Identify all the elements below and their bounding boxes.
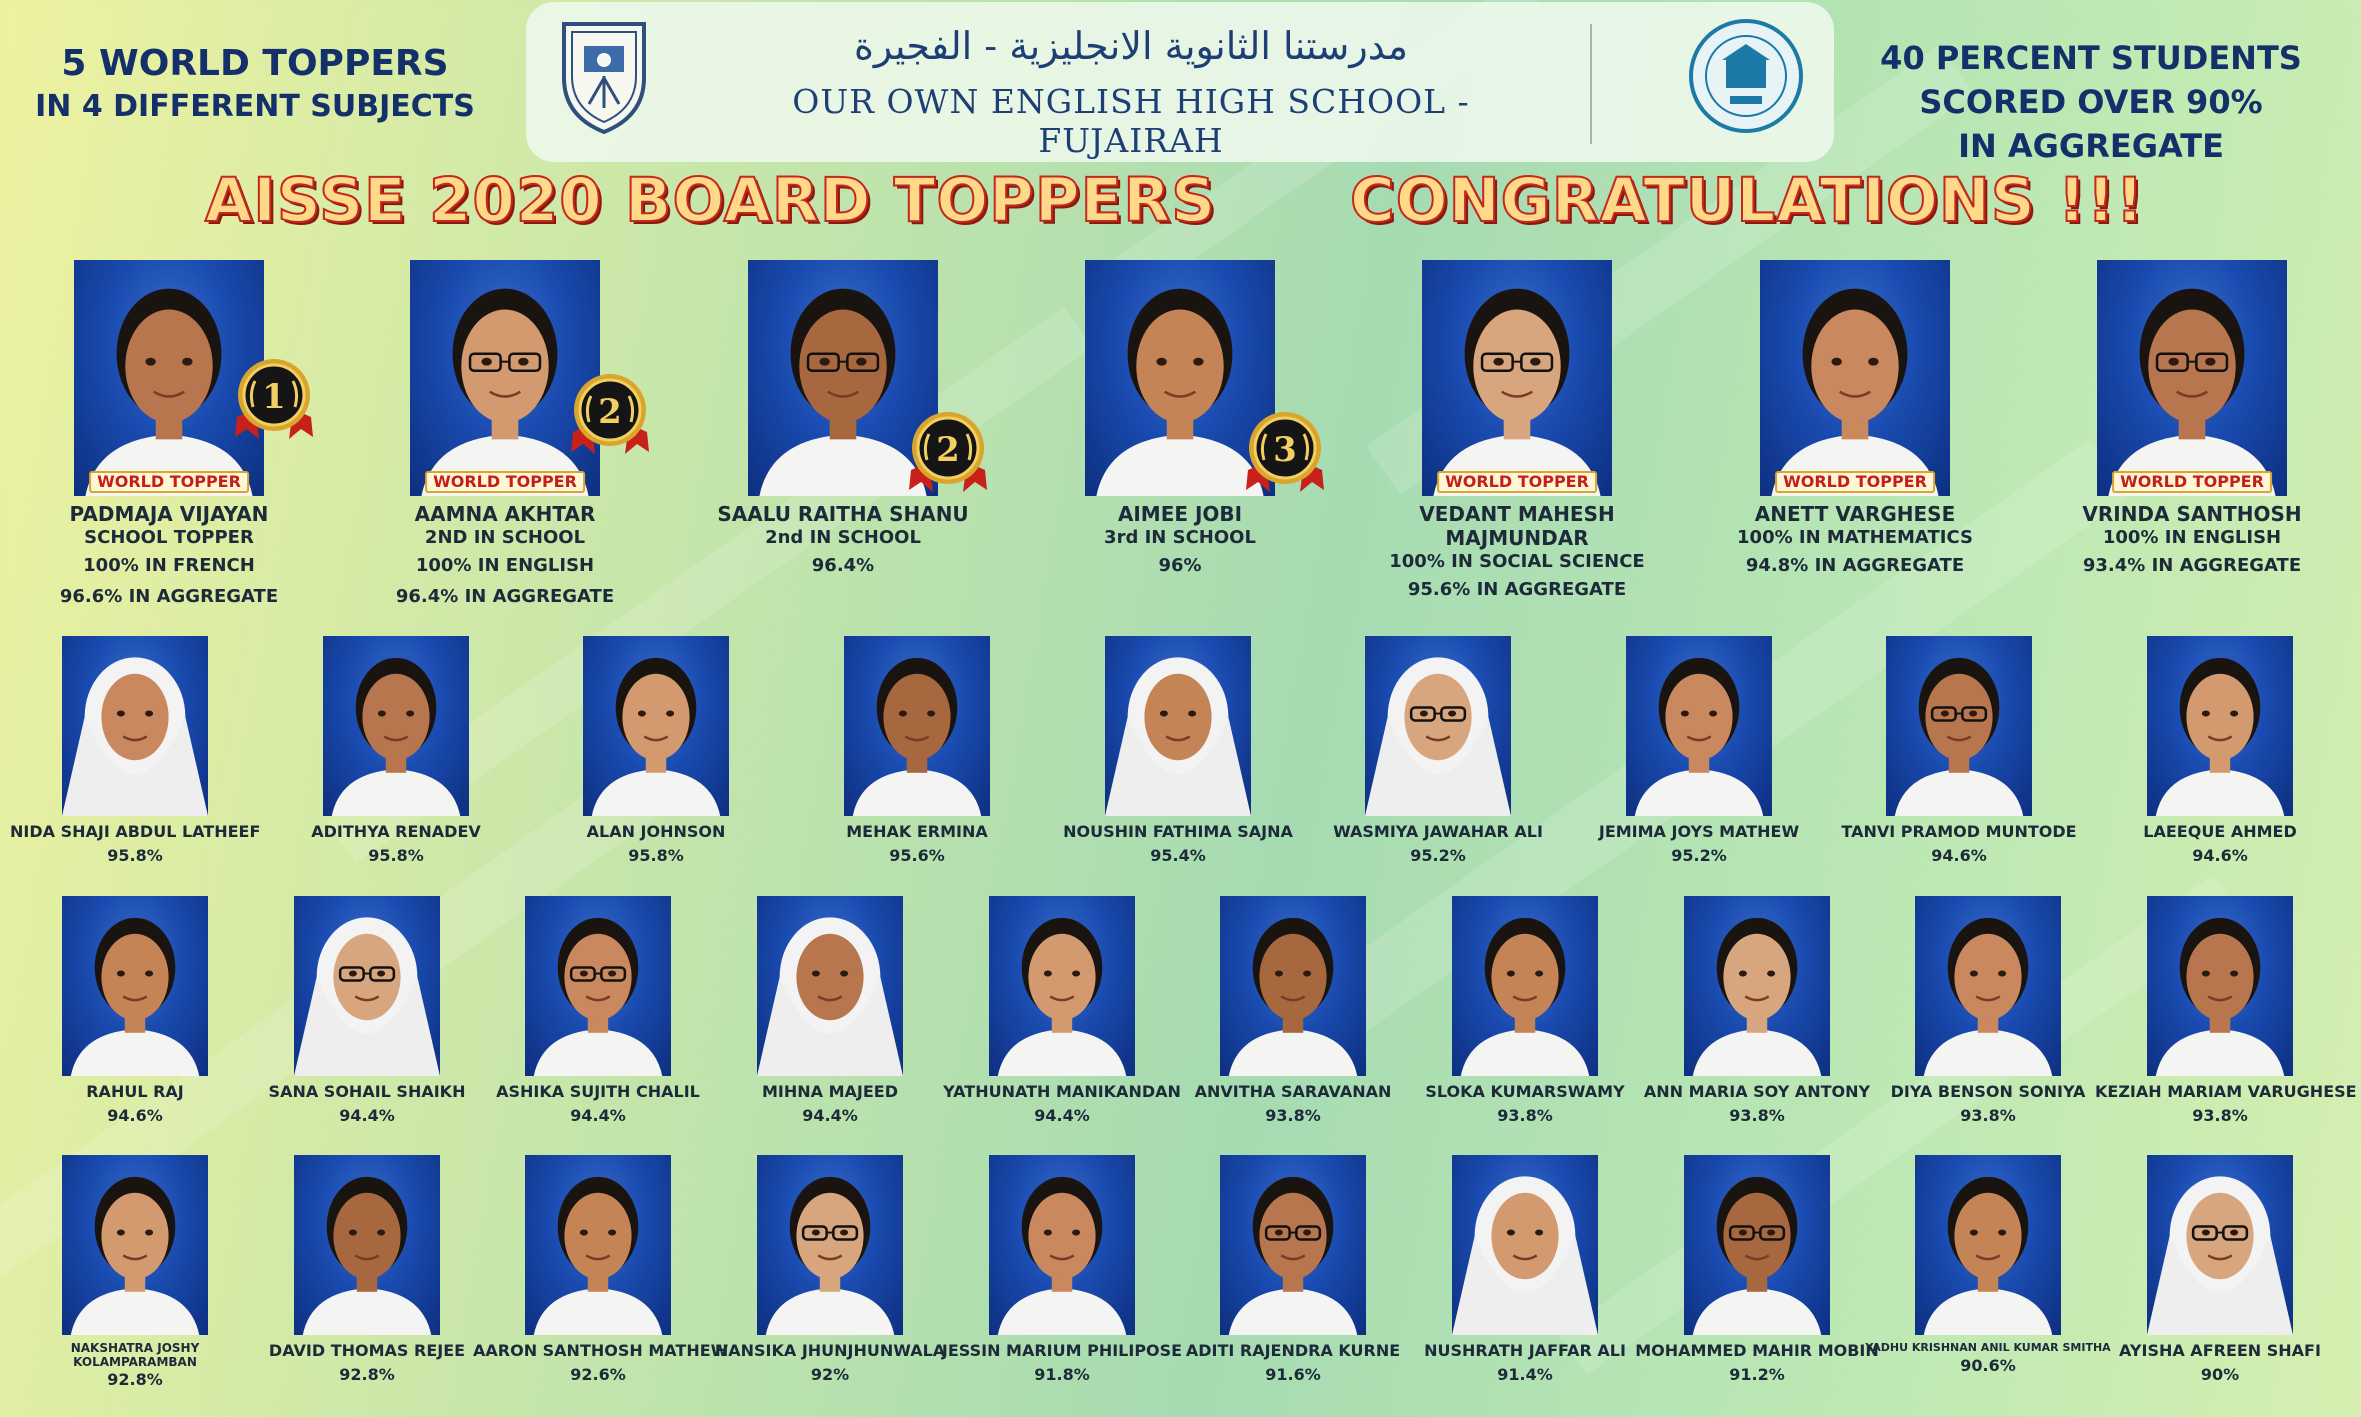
- student-score: 94.4%: [570, 1106, 626, 1125]
- top-student-info: [2022, 502, 2361, 581]
- student-name: ASHIKA SUJITH CHALIL: [496, 1082, 700, 1101]
- student-achievement: 94.8% IN AGGREGATE: [1745, 555, 1965, 576]
- student-photo: [1365, 636, 1511, 816]
- student-photo: [525, 896, 671, 1076]
- student-name: DIYA BENSON SONIYA: [1890, 1082, 2086, 1101]
- student-photo: [989, 1155, 1135, 1335]
- world-topper-badge: WORLD TOPPER: [425, 471, 585, 493]
- student-info: [705, 1082, 955, 1130]
- top-student-info: [335, 502, 675, 612]
- student-name: PADMAJA VIJAYAN: [69, 502, 269, 526]
- student-name: AARON SANTHOSH MATHEW: [473, 1341, 729, 1360]
- student-achievement: 96.4% IN AGGREGATE: [395, 586, 615, 607]
- student-name: NUSHRATH JAFFAR ALI: [1424, 1341, 1626, 1360]
- student-photo: [1422, 260, 1612, 496]
- student-photo: [62, 636, 208, 816]
- student-name: AIMEE JOBI: [1117, 502, 1243, 526]
- world-toppers-count: 5 WORLD TOPPERS: [61, 43, 449, 84]
- student-info: [1863, 1341, 2113, 1377]
- school-crest-icon: [554, 16, 654, 138]
- student-score: 95.8%: [107, 846, 163, 865]
- student-photo: [1105, 636, 1251, 816]
- student-info: [271, 822, 521, 870]
- student-achievement: 96.6% IN AGGREGATE: [59, 586, 279, 607]
- student-name: NAKSHATRA JOSHY KOLAMPARAMBAN: [70, 1341, 200, 1369]
- world-topper-badge: WORLD TOPPER: [89, 471, 249, 493]
- student-info: [1834, 822, 2084, 870]
- student-achievement: 93.4% IN AGGREGATE: [2082, 555, 2302, 576]
- student-info: [242, 1082, 492, 1130]
- student-score: 92%: [810, 1365, 850, 1384]
- student-name: RAHUL RAJ: [86, 1082, 184, 1101]
- student-score: 94.4%: [1034, 1106, 1090, 1125]
- student-photo: [1886, 636, 2032, 816]
- student-name: WASMIYA JAWAHAR ALI: [1333, 822, 1543, 841]
- student-score: 93.8%: [2192, 1106, 2248, 1125]
- student-info: [473, 1082, 723, 1130]
- cbse-logo-icon: [1686, 16, 1806, 136]
- student-info: [705, 1341, 955, 1389]
- student-name: NOUSHIN FATHIMA SAJNA: [1063, 822, 1293, 841]
- gold-medal-icon: [565, 370, 655, 466]
- school-header: [526, 2, 1834, 162]
- school-name-arabic: مدرستنا الثانوية الانجليزية - الفجيرة: [853, 24, 1409, 68]
- student-info: [937, 1082, 1187, 1130]
- student-info: [10, 1341, 260, 1391]
- student-score: 90%: [2200, 1365, 2240, 1384]
- student-name: TANVI PRAMOD MUNTODE: [1841, 822, 2077, 841]
- student-score: 90.6%: [1960, 1356, 2016, 1375]
- student-score: 94.4%: [339, 1106, 395, 1125]
- student-name: ALAN JOHNSON: [586, 822, 726, 841]
- student-photo: [1220, 896, 1366, 1076]
- aggregate-note-line: SCORED OVER 90%: [1919, 83, 2263, 122]
- student-photo: [525, 1155, 671, 1335]
- aggregate-note-line: 40 PERCENT STUDENTS: [1880, 39, 2302, 77]
- student-score: 95.8%: [368, 846, 424, 865]
- student-achievement: 100% IN ENGLISH: [2102, 527, 2282, 548]
- student-name: SLOKA KUMARSWAMY: [1425, 1082, 1625, 1101]
- student-name: SANA SOHAIL SHAIKH: [268, 1082, 466, 1101]
- student-info: [1632, 1341, 1882, 1389]
- student-photo: [1684, 1155, 1830, 1335]
- student-achievement: 2nd IN SCHOOL: [765, 527, 921, 548]
- student-photo: [1915, 896, 2061, 1076]
- student-name: NIDA SHAJI ABDUL LATHEEF: [10, 822, 261, 841]
- student-info: [1168, 1082, 1418, 1130]
- student-score: 91.4%: [1497, 1365, 1553, 1384]
- aggregate-note: [1861, 36, 2321, 168]
- student-name: ANETT VARGHESE: [1754, 502, 1956, 526]
- student-info: [1053, 822, 1303, 870]
- world-topper-badge: WORLD TOPPER: [1775, 471, 1935, 493]
- student-photo: [2147, 896, 2293, 1076]
- student-photo: [2097, 260, 2287, 496]
- student-photo: [583, 636, 729, 816]
- world-toppers-subjects: IN 4 DIFFERENT SUBJECTS: [35, 89, 475, 125]
- student-name: ANVITHA SARAVANAN: [1194, 1082, 1392, 1101]
- student-name: VRINDA SANTHOSH: [2082, 502, 2302, 526]
- student-photo: [757, 1155, 903, 1335]
- student-photo: [1760, 260, 1950, 496]
- student-photo: [1684, 896, 1830, 1076]
- student-photo: [989, 896, 1135, 1076]
- student-achievement: 96.4%: [811, 555, 875, 576]
- gold-medal-icon: [903, 408, 993, 504]
- student-info: [1863, 1082, 2113, 1130]
- student-info: [2095, 1082, 2357, 1130]
- student-info: [1313, 822, 1563, 870]
- student-name: AAMNA AKHTAR: [414, 502, 596, 526]
- student-photo: [62, 1155, 208, 1335]
- top-student-info: [1010, 502, 1350, 581]
- top-student-info: [673, 502, 1013, 581]
- student-score: 91.8%: [1034, 1365, 1090, 1384]
- student-name: AYISHA AFREEN SHAFI: [2119, 1341, 2321, 1360]
- gold-medal-icon: [1240, 408, 1330, 504]
- medal-rank: 1: [262, 377, 286, 417]
- student-name: DAVID THOMAS REJEE: [268, 1341, 466, 1360]
- student-score: 94.6%: [1931, 846, 1987, 865]
- medal-rank: 2: [936, 430, 960, 470]
- student-info: [2095, 822, 2345, 870]
- student-photo: [844, 636, 990, 816]
- aggregate-note-line: IN AGGREGATE: [1958, 127, 2224, 166]
- student-achievement: 2ND IN SCHOOL: [424, 527, 586, 548]
- student-achievement: 96%: [1158, 555, 1202, 576]
- headline-congratulations: CONGRATULATIONS !!!: [1350, 165, 2145, 236]
- student-score: 95.2%: [1410, 846, 1466, 865]
- student-info: [1400, 1341, 1650, 1389]
- student-score: 92.8%: [339, 1365, 395, 1384]
- student-photo: [1452, 896, 1598, 1076]
- student-info: [531, 822, 781, 870]
- student-score: 94.6%: [107, 1106, 163, 1125]
- student-name: MEHAK ERMINA: [846, 822, 988, 841]
- student-info: [473, 1341, 729, 1389]
- top-student-info: [1685, 502, 2025, 581]
- student-achievement: 100% IN ENGLISH: [415, 555, 595, 576]
- student-name: JEMIMA JOYS MATHEW: [1598, 822, 1800, 841]
- student-score: 95.2%: [1671, 846, 1727, 865]
- student-photo: [757, 896, 903, 1076]
- student-info: [10, 822, 260, 870]
- student-name: LAEEQUE AHMED: [2143, 822, 2297, 841]
- student-name: KEZIAH MARIAM VARUGHESE: [2095, 1082, 2357, 1101]
- student-achievement: SCHOOL TOPPER: [84, 527, 254, 548]
- student-info: [937, 1341, 1187, 1389]
- student-score: 94.6%: [2192, 846, 2248, 865]
- student-photo: [294, 896, 440, 1076]
- student-score: 91.6%: [1265, 1365, 1321, 1384]
- student-name: MIHNA MAJEED: [761, 1082, 898, 1101]
- student-name: ADITI RAJENDRA KURNE: [1185, 1341, 1401, 1360]
- student-info: [1632, 1082, 1882, 1130]
- world-topper-badge: WORLD TOPPER: [2112, 471, 2272, 493]
- student-score: 95.4%: [1150, 846, 1206, 865]
- student-photo: [1915, 1155, 2061, 1335]
- student-photo: [1452, 1155, 1598, 1335]
- student-score: 93.8%: [1729, 1106, 1785, 1125]
- student-name: MOHAMMED MAHIR MOBIN: [1635, 1341, 1879, 1360]
- student-info: [10, 1082, 260, 1130]
- student-photo: [2147, 636, 2293, 816]
- student-score: 93.8%: [1497, 1106, 1553, 1125]
- student-achievement: 100% IN MATHEMATICS: [1737, 527, 1973, 548]
- student-photo: [62, 896, 208, 1076]
- student-name: ADITHYA RENADEV: [311, 822, 481, 841]
- student-achievement: 100% IN FRENCH: [83, 555, 255, 576]
- gold-medal-icon: [229, 355, 319, 451]
- student-achievement: 3rd IN SCHOOL: [1104, 527, 1256, 548]
- headline-board-toppers: AISSE 2020 BOARD TOPPERS: [205, 165, 1217, 236]
- student-info: [1168, 1341, 1418, 1389]
- student-info: [792, 822, 1042, 870]
- student-name: SAALU RAITHA SHANU: [717, 502, 969, 526]
- student-name: YATHUNATH MANIKANDAN: [943, 1082, 1181, 1101]
- student-score: 94.4%: [802, 1106, 858, 1125]
- student-name: JESSIN MARIUM PHILIPOSE: [941, 1341, 1183, 1360]
- top-student-info: [0, 502, 339, 612]
- medal-rank: 2: [598, 392, 622, 432]
- student-info: [2095, 1341, 2345, 1389]
- student-photo: [2147, 1155, 2293, 1335]
- student-score: 92.6%: [570, 1365, 626, 1384]
- world-toppers-note: [20, 42, 490, 125]
- student-info: [1574, 822, 1824, 870]
- student-score: 95.6%: [889, 846, 945, 865]
- student-photo: [1220, 1155, 1366, 1335]
- top-student-info: [1347, 502, 1687, 605]
- student-name: HANSIKA JHUNJHUNWALA: [714, 1341, 946, 1360]
- student-name: VEDANT MAHESH MAJMUNDAR: [1419, 502, 1615, 550]
- student-score: 92.8%: [107, 1370, 163, 1389]
- student-photo: [323, 636, 469, 816]
- header-divider: [1590, 24, 1592, 144]
- student-name: YADHU KRISHNAN ANIL KUMAR SMITHA: [1865, 1341, 2111, 1354]
- student-score: 91.2%: [1729, 1365, 1785, 1384]
- student-photo: [294, 1155, 440, 1335]
- student-name: ANN MARIA SOY ANTONY: [1643, 1082, 1871, 1101]
- student-achievement: 100% IN SOCIAL SCIENCE: [1389, 551, 1645, 572]
- world-topper-badge: WORLD TOPPER: [1437, 471, 1597, 493]
- student-score: 95.8%: [628, 846, 684, 865]
- student-achievement: 95.6% IN AGGREGATE: [1407, 579, 1627, 600]
- student-score: 93.8%: [1265, 1106, 1321, 1125]
- student-score: 93.8%: [1960, 1106, 2016, 1125]
- student-info: [1400, 1082, 1650, 1130]
- medal-rank: 3: [1273, 430, 1297, 470]
- school-name-english: OUR OWN ENGLISH HIGH SCHOOL - FUJAIRAH: [792, 82, 1470, 160]
- student-photo: [1626, 636, 1772, 816]
- student-info: [242, 1341, 492, 1389]
